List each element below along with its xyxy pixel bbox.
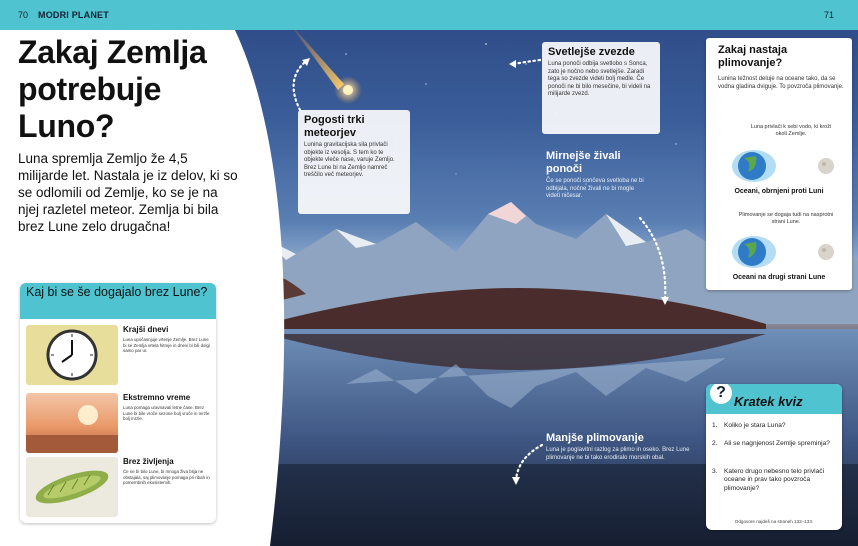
tide-caption: Oceani, obrnjeni proti Luni xyxy=(734,188,824,195)
tide-explainer-box xyxy=(706,38,852,290)
page-number-left: 70 MODRI PLANET xyxy=(18,10,109,20)
meteor-callout xyxy=(298,110,410,214)
page-number-right: 71 xyxy=(823,10,834,20)
quiz-title: Kratek kviz xyxy=(734,394,803,409)
tides-callout xyxy=(546,432,696,462)
quiz-header xyxy=(706,384,842,414)
tide-title: Zakaj nastaja plimovanje? xyxy=(718,44,788,69)
section-title: MODRI PLANET xyxy=(38,10,109,20)
item-body: Če ne bi bilo Lune, bi mnoga živa bitja ne obstajala, saj plimovanje pomaga pri ribah in pomembnih ekosistemih. xyxy=(123,469,210,486)
callout-title: Pogosti trki meteorjev xyxy=(304,114,365,139)
stars-callout xyxy=(542,42,660,134)
earth-moon-diagram xyxy=(706,230,852,274)
animals-callout xyxy=(546,150,646,201)
page-title: Zakaj Zemlja potrebuje Luno? xyxy=(18,34,207,144)
callout-body: Luna je poglavitni razlog za plimo in oseko. Brez Lune plimovanje ne bi tako erodiralo morskih obal. xyxy=(546,447,690,461)
quiz-footer: Odgovore najdeš na straneh 132–133. xyxy=(734,519,814,524)
earth-moon-diagram xyxy=(706,142,852,186)
item-title: Brez življenja xyxy=(123,457,174,466)
tide-body: Lunina težnost deluje na oceane tako, da se vodna gladina dviguje. To povzroča plimovanje. xyxy=(718,76,844,90)
tide-note: Plimovanje se dogaja tudi na nasprotni strani Lune. xyxy=(738,212,834,225)
consequences-heading: Kaj bi se še dogajalo brez Lune? xyxy=(20,283,216,319)
question-mark-icon: ? xyxy=(710,384,732,404)
item-body: Luna pomaga uravnavati letne čase. Brez Lune bi bile vroče sezone bolj vroče in mrzle bolj mrzle. xyxy=(123,405,210,422)
callout-title: Mirnejše živali ponoči xyxy=(546,150,621,175)
quiz-question: 2. Ali se nagnjenost Zemlje spreminja? xyxy=(712,440,830,447)
tide-caption: Oceani na drugi strani Lune xyxy=(732,274,826,281)
item-body: Luna upočasnjuje vrtenje Zemlje. Brez Lune bi se Zemlja vrtela hitreje in dnevi bi bili dolgi samo par ur. xyxy=(123,337,210,354)
callout-title: Svetlejše zvezde xyxy=(548,46,635,58)
callout-body: Če se ponoči sončeva svetloba ne bi odbijala, nočne živali ne bi mogle videti ničesar. xyxy=(546,178,644,200)
intro-text: Luna spremlja Zemljo že 4,5 milijarde let. Nastala je iz delov, ki so se odlomili od Zemlje, ko se je na njej razletel meteor. Zemlja bi bila brez Lune zelo drugačna! xyxy=(18,151,238,234)
item-title: Ekstremno vreme xyxy=(123,393,191,402)
callout-title: Manjše plimovanje xyxy=(546,432,644,444)
quiz-question: 1. Koliko je stara Luna? xyxy=(712,422,786,429)
callout-body: Lunina gravitacijska sila privlači objekte iz vesolja. S tem ko te objekte vleče nase, varuje Zemljo. Brez Lune bi na Zemljo namreč treščilo več meteorjev. xyxy=(304,142,395,179)
tide-note: Luna privlači k sebi vodo, ki kroži okoli Zemlje. xyxy=(750,124,832,137)
item-title: Krajši dnevi xyxy=(123,325,169,334)
quiz-question: 3. Katero drugo nebesno telo privlači oceane in prav tako povzroča plimovanje? xyxy=(712,468,825,492)
quiz-box xyxy=(706,384,842,530)
callout-body: Luna ponoči odbija svetlobo s Sonca, zato je nočno nebo svetlejše. Zaradi tega so zvezde videti bolj medle. Če ponoči ne bi bilo mesečine, bi videli na milijarde zvezd. xyxy=(548,61,651,98)
